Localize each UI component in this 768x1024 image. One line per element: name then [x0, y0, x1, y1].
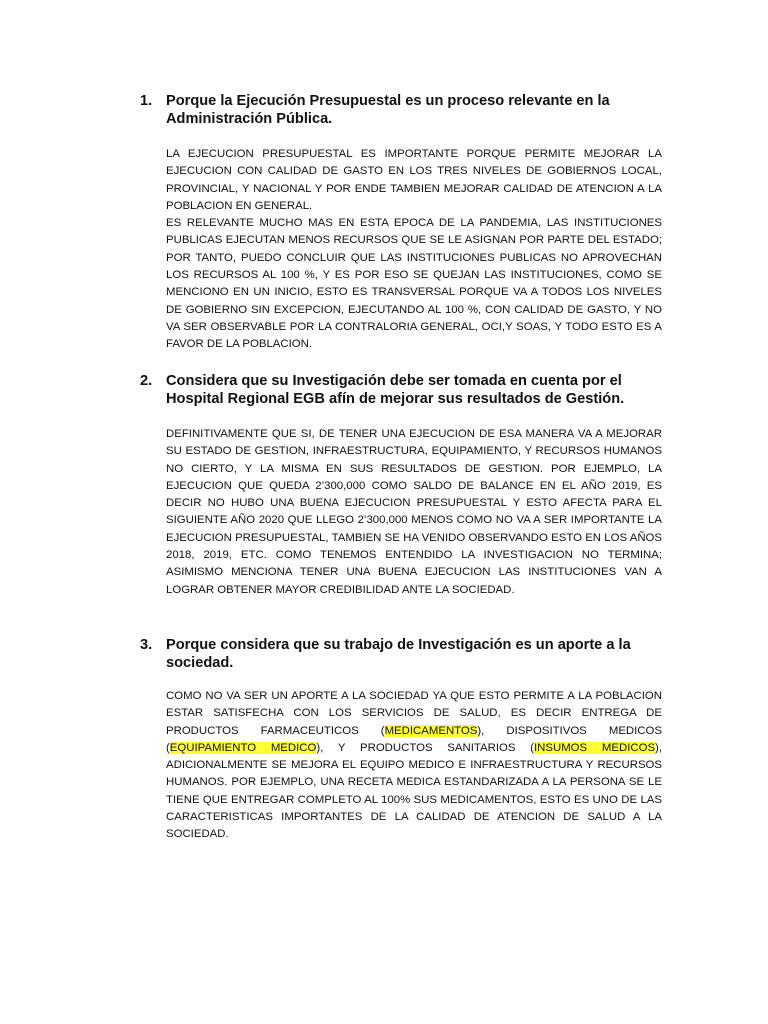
answer-3-text-1: COMO NO VA SER UN APORTE A LA SOCIEDAD YA QUE ESTO PERMITE A LA POBLACION ESTAR SATISFECHA CON LOS SERVICIOS DE SALUD, ES DECIR ENTREGA DE PRODUCTOS FARMACEUTICOS ( [166, 690, 662, 737]
question-1-title: Porque la Ejecución Presupuestal es un proceso relevante en la Administración Pública. [166, 93, 610, 127]
answer-3-paragraph-1 [166, 688, 662, 844]
answer-3-text-3: ), Y PRODUCTOS SANITARIOS ( [316, 741, 534, 754]
question-2-title: Considera que su Investigación debe ser tomada en cuenta por el Hospital Regional EGB afín de mejorar sus resultados de Gestión. [166, 373, 625, 407]
question-1-heading [140, 92, 640, 128]
answer-2 [166, 426, 662, 599]
answer-1 [166, 146, 662, 354]
highlight-medicamentos: MEDICAMENTOS [384, 724, 478, 737]
highlight-insumos-medicos: INSUMOS MEDICOS [533, 741, 656, 754]
answer-1-paragraph-1: LA EJECUCION PRESUPUESTAL ES IMPORTANTE PORQUE PERMITE MEJORAR LA EJECUCION CON CALIDAD DE GASTO EN LOS TRES NIVELES DE GOBIERNOS LOCAL, PROVINCIAL, Y NACIONAL Y POR ENDE TAMBIEN MEJORAR CALIDAD DE ATENCION A LA POBLACION EN GENERAL. [166, 148, 662, 212]
question-1-number: 1. [140, 93, 153, 109]
question-2-heading [140, 372, 640, 408]
question-3-title: Porque considera que su trabajo de Investigación es un aporte a la sociedad. [166, 637, 631, 671]
answer-1-paragraph-2: ES RELEVANTE MUCHO MAS EN ESTA EPOCA DE LA PANDEMIA, LAS INSTITUCIONES PUBLICAS EJECUTAN MENOS RECURSOS QUE SE LE ASIGNAN POR PARTE DEL ESTADO; POR TANTO, PUEDO CONCLUIR QUE LAS INSTITUCIONES PUBLICAS NO APROVECHAN LOS RECURSOS AL 100 %, Y ES POR ESO SE QUEJAN LAS INSTITUCIONES, COMO SE MENCIONO EN UN INICIO, ESTO ES TRANSVERSAL PORQUE VA A TODOS LOS NIVELES DE GOBIERNO SIN EXCEPCION, EJECUTANDO AL 100 %, CON CALIDAD DE GASTO, Y NO VA SER OBSERVABLE POR LA CONTRALORIA GENERAL, OCI,Y SOAS, Y TODO ESTO ES A FAVOR DE LA POBLACION. [166, 217, 662, 351]
answer-3 [166, 688, 662, 844]
answer-3-text-4: ), ADICIONALMENTE SE MEJORA EL EQUIPO MEDICO E INFRAESTRUCTURA Y RECURSOS HUMANOS. POR EJEMPLO, UNA RECETA MEDICA ESTANDARIZADA A LA PERSONA SE LE TIENE QUE ENTREGAR COMPLETO AL 100% SUS MEDICAMENTOS, ESTO ES UNO DE LAS CARACTERISTICAS IMPORTANTES DE LA CALIDAD DE ATENCION DE SALUD A LA SOCIEDAD. [166, 741, 663, 841]
question-3-number: 3. [140, 637, 153, 653]
answer-3-text-2: ), DISPOSITIVOS MEDICOS ( [166, 724, 662, 754]
question-3-heading [140, 636, 640, 672]
highlight-equipamiento-medico: EQUIPAMIENTO MEDICO [169, 741, 317, 754]
question-2-number: 2. [140, 373, 153, 389]
answer-2-paragraph-1: DEFINITIVAMENTE QUE SI, DE TENER UNA EJECUCION DE ESA MANERA VA A MEJORAR SU ESTADO DE GESTION, INFRAESTRUCTURA, EQUIPAMIENTO, Y RECURSOS HUMANOS NO CIERTO, Y LA MISMA EN SUS RESULTADOS DE GESTION. POR EJEMPLO, LA EJECUCION QUE QUEDA 2’300,000 COMO SALDO DE BALANCE EN EL AÑO 2019, ES DECIR NO HUBO UNA BUENA EJECUCION PRESUPUESTAL Y ESTO AFECTA PARA EL SIGUIENTE AÑO 2020 QUE LLEGO 2’300,000 MENOS COMO NO VA A SER IMPORTANTE LA EJECUCION PRESUPUESTAL, TAMBIEN SE HA VENIDO OBSERVANDO ESTO EN LOS AÑOS 2018, 2019, ETC. COMO TENEMOS ENTENDIDO LA INVESTIGACION NO TERMINA; ASIMISMO MENCIONA TENER UNA BUENA EJECUCION LAS INSTITUCIONES VAN A LOGRAR OBTENER MAYOR CREDIBILIDAD ANTE LA SOCIEDAD. [166, 428, 662, 596]
